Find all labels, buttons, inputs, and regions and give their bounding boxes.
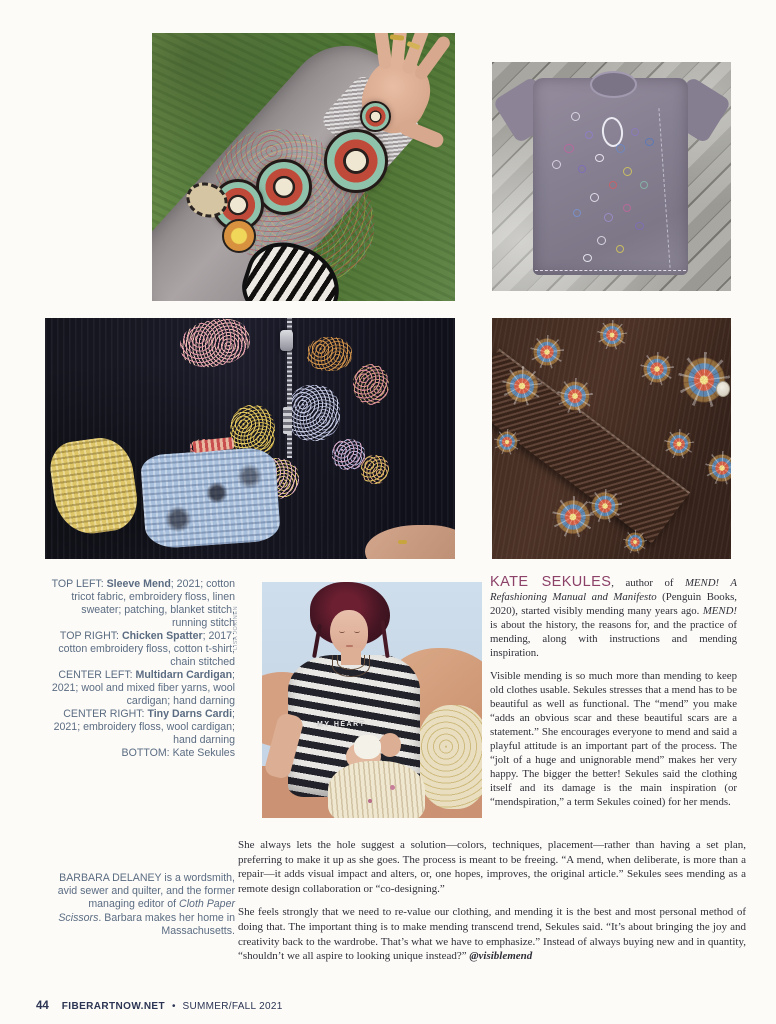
article-paragraph-revalue — [238, 905, 746, 963]
stitch-ring — [573, 209, 581, 217]
article-paragraph-intro — [490, 575, 737, 661]
mend-circle — [324, 129, 388, 193]
caption-item: CENTER RIGHT: Tiny Darns Cardi; 2021; embroidery floss, wool cardigan; hand darning — [53, 708, 235, 746]
stitch-ring — [645, 138, 654, 146]
darn-patch — [287, 385, 340, 440]
text-segment: . Barbara makes her home in Massachusetts. — [98, 911, 235, 937]
floral-speck — [368, 799, 372, 803]
gold-ring — [398, 540, 407, 544]
photo-sleeve-mend — [152, 33, 455, 301]
stitch-ring — [590, 193, 599, 202]
text-segment: (Penguin Books, 2020), started visibly mending many years ago. — [490, 591, 737, 618]
darn-burst — [557, 378, 593, 414]
photo-credit: LISA JOKINEN — [233, 605, 239, 650]
shirt-slogan: MY HEART — [317, 721, 366, 729]
darn-burst — [502, 366, 542, 406]
photo-chicken-spatter — [492, 62, 731, 291]
sewing-item — [354, 735, 380, 759]
footer-issue: SUMMER/FALL 2021 — [182, 1001, 283, 1012]
text-segment: She feels strongly that we need to re-value our clothing, and mending it is the best and most personal method of doing that. The important thing is to make mending transcend trend, Sekules said. “It’s about bringing the joy and creativity back to the wardrobe. That’s what we have to emphasize.” Instead of always buying new and in quantity, “shouldn’t we all aspire to looking unique instead?” — [238, 906, 746, 963]
stitch-ring — [585, 131, 593, 139]
caption-block — [50, 578, 235, 760]
darn-patch — [353, 364, 390, 405]
floral-speck — [390, 785, 395, 790]
lips — [346, 645, 353, 648]
zipper-pull — [280, 330, 293, 351]
footer-separator: • — [172, 1001, 176, 1012]
photo-kate-sekules — [262, 582, 482, 818]
tshirt-body — [533, 78, 688, 275]
darn-patch — [361, 455, 390, 484]
darn-burst — [640, 352, 674, 386]
contributor-bio — [50, 872, 235, 938]
caption-item: TOP RIGHT: Chicken Spatter; 2017; cotton embroidery floss, cotton t-shirt; chain stitched — [58, 630, 235, 668]
page-footer — [36, 1000, 283, 1012]
text-segment: MEND! A Refashioning Manual and Manifesto — [490, 577, 737, 604]
mend-circle — [360, 101, 391, 132]
text-segment: is about the history, the reasons for, and the practice of mending, along with instructions and mending inspiration. — [490, 619, 737, 660]
photo-multidarn-cardigan — [45, 318, 455, 559]
mend-sun — [222, 219, 256, 253]
text-segment: , author of — [611, 577, 685, 589]
darn-burst — [705, 451, 731, 485]
caption-item: CENTER LEFT: Multidarn Cardigan; 2021; wool and mixed fiber yarns, wool cardigan; hand darning — [51, 669, 235, 707]
caption-item: TOP LEFT: Sleeve Mend; 2021; cotton tricot fabric, embroidery floss, linen sweater; patching, blanket stitch, running stitch — [51, 578, 235, 629]
knitting-in-lap — [328, 761, 425, 818]
tshirt-hem-stitch — [535, 270, 686, 271]
darn-burst — [678, 352, 730, 408]
zipper-slider — [283, 407, 292, 434]
darn-patch — [332, 439, 365, 470]
text-segment: KATE SEKULES — [490, 574, 612, 590]
stitch-ring — [595, 154, 604, 162]
text-segment: Cloth Paper Scissors — [58, 898, 235, 924]
hair-strand — [380, 620, 389, 658]
mend-circle — [256, 159, 312, 215]
darn-burst — [588, 489, 622, 523]
darn-burst — [664, 429, 694, 459]
hand — [379, 733, 401, 757]
footer-site: FIBERARTNOW.NET — [61, 1001, 166, 1012]
article-paragraph-visible-mending: Visible mending is so much more than mending to keep old clothes usable. Sekules stresses that a mend has to be beautiful as well as functional. The “mend” you make “adds an obvious scar and these beautiful scars are a statement.” She encourages everyone to mend and said a playful attitude is an important part of the process. The “jolt of a huge and unignorable mend” makes her very happy. The bigger the better! Sekules said the clothing itself and its damage is the main inspiration (or “mendspiration,” a term Sekules coined) for her mends. — [490, 669, 737, 809]
photo-tiny-darns-cardi — [492, 318, 731, 559]
pillow — [416, 705, 482, 809]
text-segment: @visiblemend — [466, 950, 533, 963]
article-fullwidth — [238, 838, 746, 973]
page-number: 44 — [36, 1000, 49, 1012]
article-paragraph-process: She always lets the hole suggest a solution—colors, techniques, placement—rather than having a set plan, preferring to make it up as she goes. The process is meant to be freeing. “A mend, when deliberate, is more than a repair—it adds visual impact and alters, or, one hopes, improves, the original article.” Sekules sees mending as a remote design collaboration or “co-designing.” — [238, 839, 746, 895]
darn-patch — [307, 337, 352, 371]
text-segment: MEND! — [702, 605, 737, 618]
text-segment: BARBARA DELANEY is a wordsmith, avid sewer and quilter, and the former managing editor of — [57, 872, 235, 911]
button — [716, 381, 730, 397]
woven-patch-blue — [140, 446, 282, 549]
tshirt-neckline — [590, 71, 637, 98]
darn-burst — [530, 335, 564, 369]
article-column — [490, 575, 737, 818]
caption-item: BOTTOM: Kate Sekules — [121, 747, 235, 759]
